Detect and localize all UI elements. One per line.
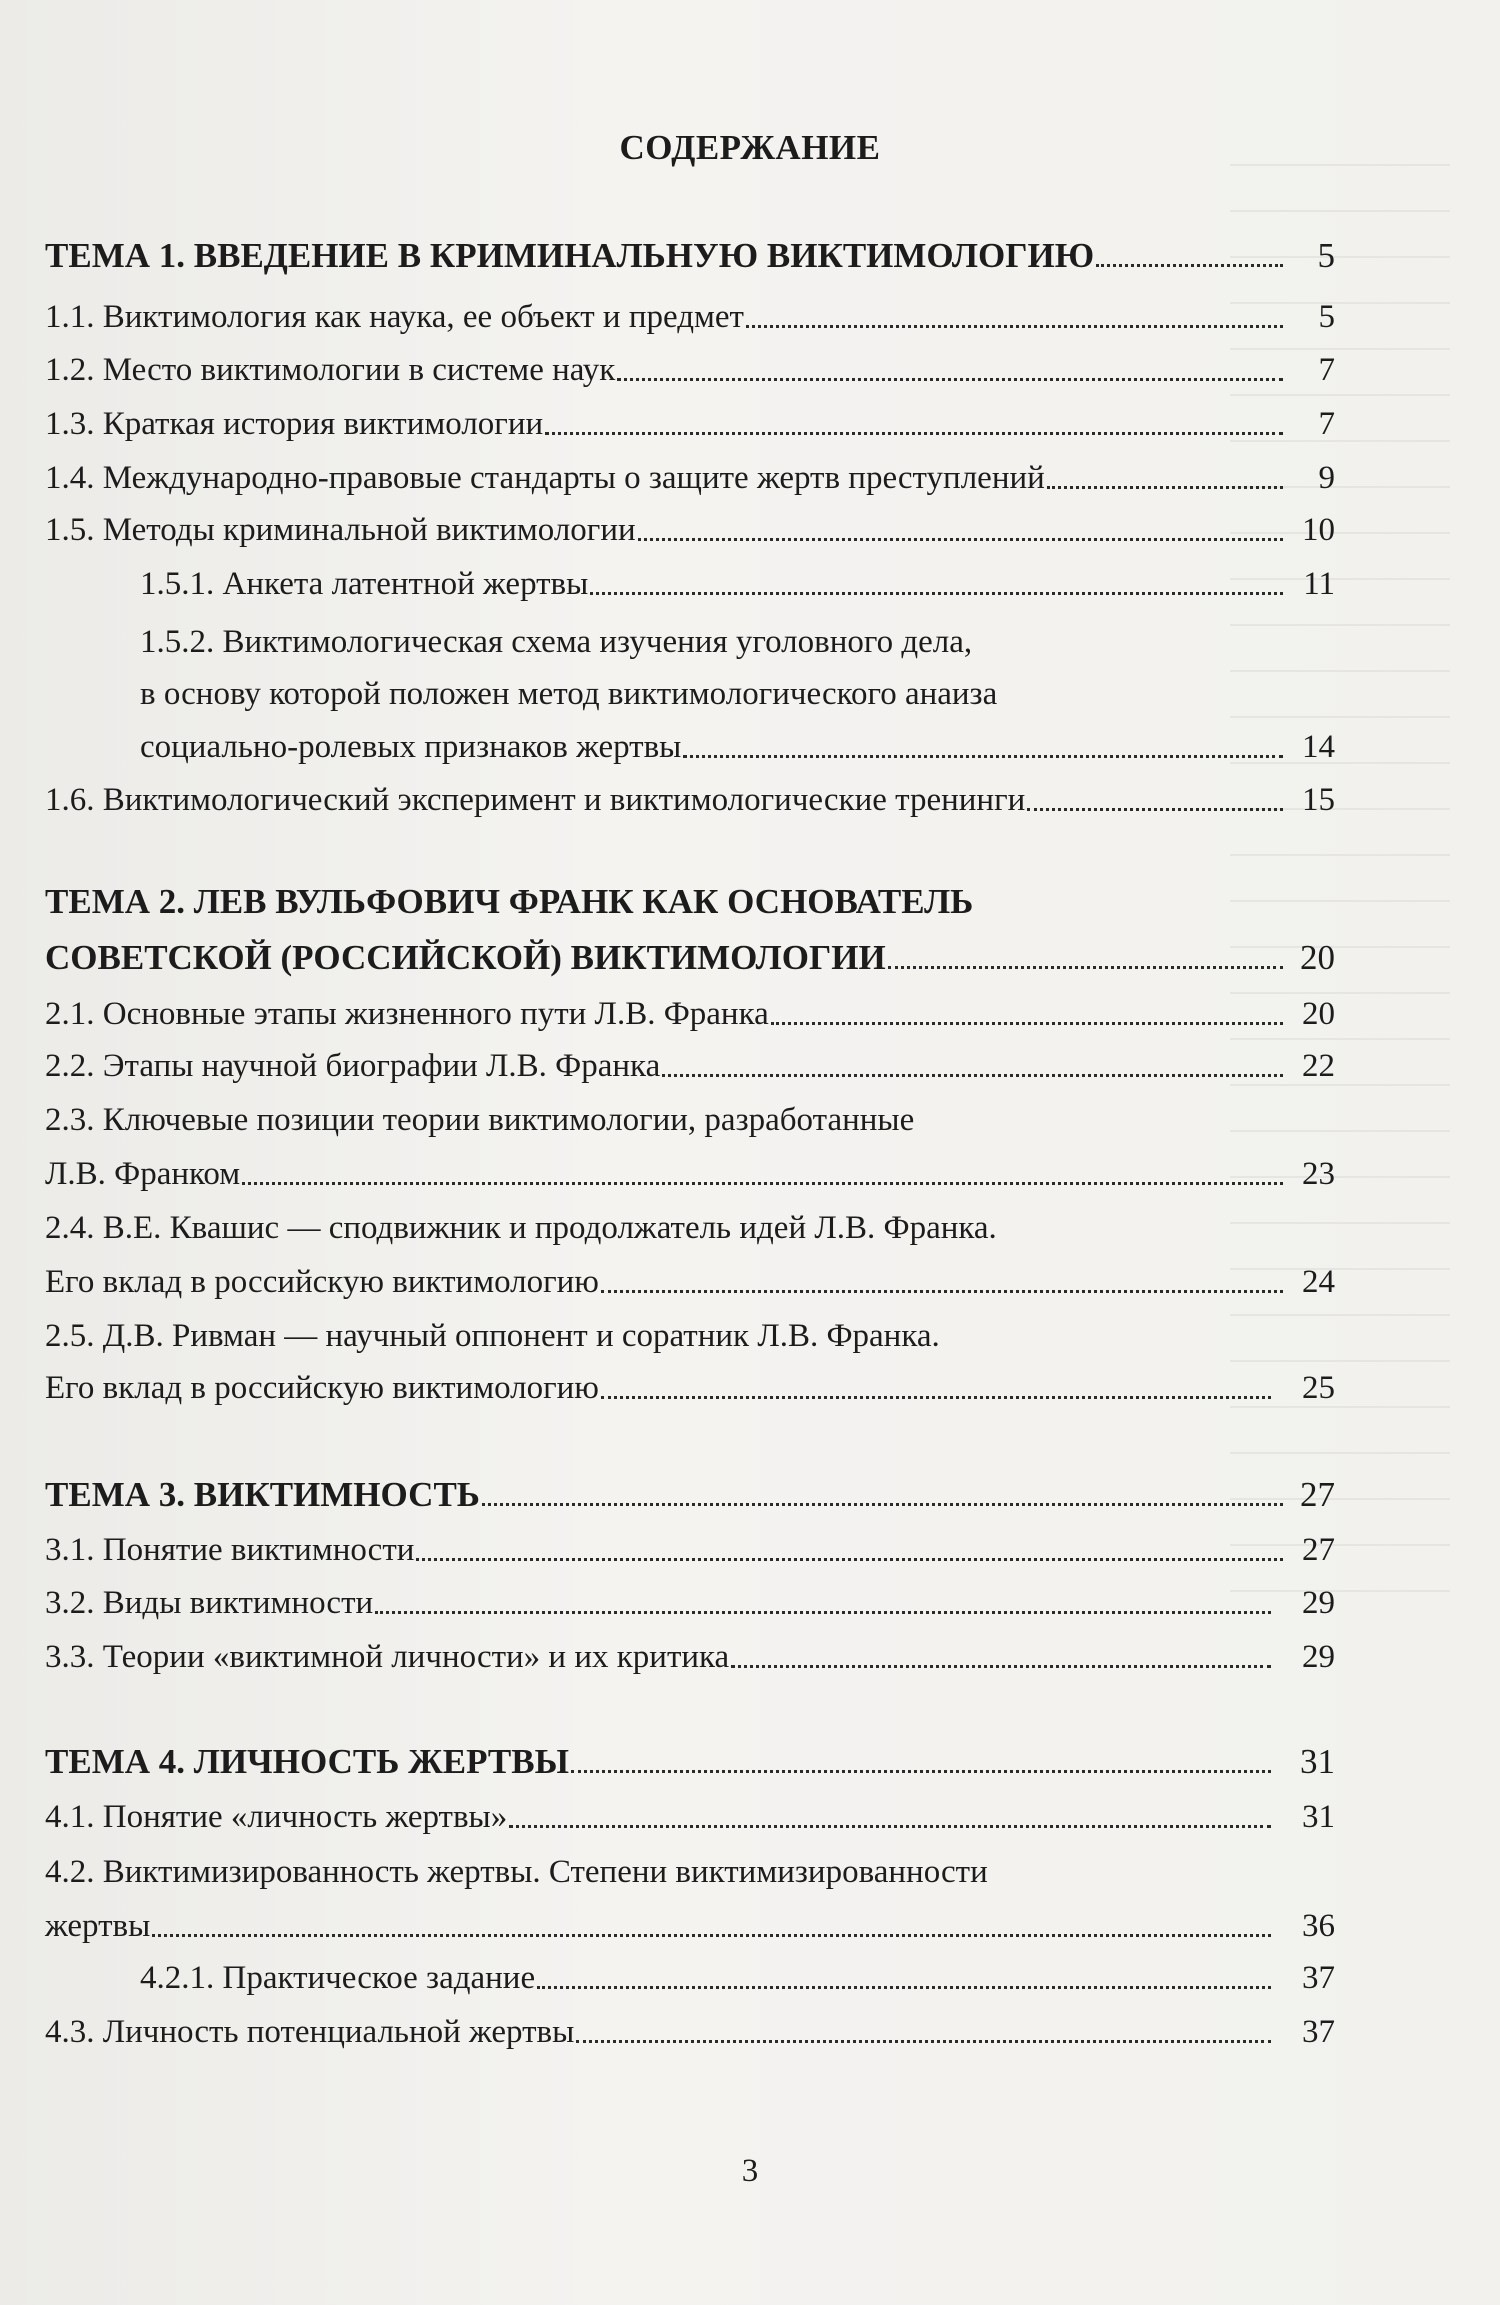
toc-page: 7 <box>1318 406 1335 442</box>
dot-leader <box>1096 263 1283 267</box>
dot-leader <box>375 1610 1271 1614</box>
page-number: 3 <box>741 2153 759 2189</box>
toc-page: 20 <box>1300 938 1335 977</box>
toc-entry-4-1[interactable] <box>45 1797 1335 1837</box>
toc-topic-2-line1: ТЕМА 2. ЛЕВ ВУЛЬФОВИЧ ФРАНК КАК ОСНОВАТЕЛЬ <box>45 882 974 921</box>
dot-leader <box>683 754 1283 758</box>
toc-entry-2-3[interactable] <box>45 1154 1335 1194</box>
toc-label: ТЕМА 1. ВВЕДЕНИЕ В КРИМИНАЛЬНУЮ ВИКТИМОЛОГИЮ <box>45 236 1095 275</box>
toc-topic-4[interactable] <box>45 1742 1335 1782</box>
toc-entry-1-5-2-line2: в основу которой положен метод виктимологического анаиза <box>140 676 998 712</box>
dot-leader <box>571 1769 1271 1773</box>
dot-leader <box>662 1073 1283 1077</box>
toc-entry-1-5-2[interactable] <box>140 727 1335 767</box>
toc-entry-2-2[interactable] <box>45 1046 1335 1086</box>
toc-label: Его вклад в российскую виктимологию <box>45 1370 599 1406</box>
toc-entry-1-3[interactable] <box>45 404 1335 444</box>
toc-entry-3-3[interactable] <box>45 1637 1335 1677</box>
toc-page: 23 <box>1302 1156 1335 1192</box>
toc-page: 36 <box>1302 1908 1335 1944</box>
page-title: СОДЕРЖАНИЕ <box>619 128 881 167</box>
toc-label: жертвы <box>45 1908 151 1944</box>
toc-page: 31 <box>1302 1799 1335 1835</box>
toc-label: ТЕМА 4. ЛИЧНОСТЬ ЖЕРТВЫ <box>45 1742 569 1781</box>
toc-page: 9 <box>1318 460 1335 496</box>
toc-label: 3.1. Понятие виктимности <box>45 1532 415 1568</box>
dot-leader <box>242 1181 1283 1185</box>
dot-leader <box>416 1557 1283 1561</box>
toc-page: 29 <box>1302 1585 1335 1621</box>
toc-label: СОВЕТСКОЙ (РОССИЙСКОЙ) ВИКТИМОЛОГИИ <box>45 938 886 977</box>
toc-label: 1.5. Методы криминальной виктимологии <box>45 512 636 548</box>
dot-leader <box>576 2039 1271 2043</box>
toc-label: 1.6. Виктимологический эксперимент и виктимологические тренинги <box>45 782 1026 818</box>
toc-page: 7 <box>1318 352 1335 388</box>
toc-label: 1.4. Международно-правовые стандарты о защите жертв преступлений <box>45 460 1045 496</box>
toc-label: Л.В. Франком <box>45 1156 241 1192</box>
toc-entry-2-4[interactable] <box>45 1262 1335 1302</box>
toc-entry-1-6[interactable] <box>45 780 1335 820</box>
toc-entry-3-1[interactable] <box>45 1530 1335 1570</box>
dot-leader <box>638 537 1283 541</box>
toc-label: 4.1. Понятие «личность жертвы» <box>45 1799 508 1835</box>
toc-page: 14 <box>1302 729 1335 765</box>
toc-entry-2-5[interactable] <box>45 1368 1335 1408</box>
toc-label: 1.3. Краткая история виктимологии <box>45 406 544 442</box>
toc-page: 20 <box>1302 996 1335 1032</box>
toc-entry-2-4-line1: 2.4. В.Е. Квашис — сподвижник и продолжатель идей Л.В. Франка. <box>45 1210 997 1246</box>
toc-page: 11 <box>1303 566 1335 602</box>
toc-page: 10 <box>1302 512 1335 548</box>
toc-entry-1-4[interactable] <box>45 458 1335 498</box>
toc-label: 2.2. Этапы научной биографии Л.В. Франка <box>45 1048 661 1084</box>
dot-leader <box>601 1395 1271 1399</box>
toc-entry-1-1[interactable] <box>45 297 1335 337</box>
toc-entry-4-2-line1: 4.2. Виктимизированность жертвы. Степени виктимизированности <box>45 1854 988 1890</box>
toc-label: 1.1. Виктимология как наука, ее объект и предмет <box>45 299 744 335</box>
dot-leader <box>590 591 1283 595</box>
dot-leader <box>545 431 1283 435</box>
dot-leader <box>617 377 1283 381</box>
toc-entry-4-3[interactable] <box>45 2012 1335 2052</box>
toc-topic-3[interactable] <box>45 1475 1335 1515</box>
toc-topic-1[interactable] <box>45 236 1335 276</box>
toc-entry-4-2[interactable] <box>45 1906 1335 1946</box>
toc-label: 3.2. Виды виктимности <box>45 1585 374 1621</box>
toc-page: 5 <box>1318 299 1335 335</box>
toc-page: 5 <box>1317 236 1335 275</box>
dot-leader <box>888 965 1283 969</box>
toc-page: 22 <box>1302 1048 1335 1084</box>
dot-leader <box>509 1824 1271 1828</box>
toc-label: ТЕМА 3. ВИКТИМНОСТЬ <box>45 1475 480 1514</box>
toc-entry-2-3-line1: 2.3. Ключевые позиции теории виктимологии, разработанные <box>45 1102 915 1138</box>
toc-label: Его вклад в российскую виктимологию <box>45 1264 599 1300</box>
toc-page: 15 <box>1302 782 1335 818</box>
dot-leader <box>482 1502 1283 1506</box>
toc-entry-2-5-line1: 2.5. Д.В. Ривман — научный оппонент и соратник Л.В. Франка. <box>45 1318 940 1354</box>
toc-page: 37 <box>1302 2014 1335 2050</box>
dot-leader <box>537 1985 1271 1989</box>
dot-leader <box>152 1933 1271 1937</box>
toc-label: 3.3. Теории «виктимной личности» и их критика <box>45 1639 730 1675</box>
toc-page: 31 <box>1300 1742 1335 1781</box>
toc-page: 27 <box>1300 1475 1335 1514</box>
toc-entry-1-5[interactable] <box>45 510 1335 550</box>
toc-label: 1.2. Место виктимологии в системе наук <box>45 352 616 388</box>
toc-entry-2-1[interactable] <box>45 994 1335 1034</box>
toc-entry-1-2[interactable] <box>45 350 1335 390</box>
dot-leader <box>731 1664 1271 1668</box>
toc-label: 4.2.1. Практическое задание <box>140 1960 536 1996</box>
dot-leader <box>746 324 1283 328</box>
dot-leader <box>1047 485 1283 489</box>
toc-topic-2[interactable] <box>45 938 1335 978</box>
toc-label: 2.1. Основные этапы жизненного пути Л.В. Франка <box>45 996 769 1032</box>
toc-label: 1.5.1. Анкета латентной жертвы <box>140 566 589 602</box>
toc-page: 24 <box>1302 1264 1335 1300</box>
toc-label: социально-ролевых признаков жертвы <box>140 729 682 765</box>
dot-leader <box>1027 807 1283 811</box>
toc-label: 4.3. Личность потенциальной жертвы <box>45 2014 575 2050</box>
toc-page: 25 <box>1302 1370 1335 1406</box>
toc-page: 27 <box>1302 1532 1335 1568</box>
dot-leader <box>771 1021 1283 1025</box>
toc-entry-1-5-1[interactable] <box>140 564 1335 604</box>
toc-page: 37 <box>1302 1960 1335 1996</box>
toc-entry-1-5-2-line1: 1.5.2. Виктимологическая схема изучения уголовного дела, <box>140 624 973 660</box>
toc-page: 29 <box>1302 1639 1335 1675</box>
dot-leader <box>601 1289 1283 1293</box>
toc-entry-4-2-1[interactable] <box>140 1958 1335 1998</box>
toc-entry-3-2[interactable] <box>45 1583 1335 1623</box>
